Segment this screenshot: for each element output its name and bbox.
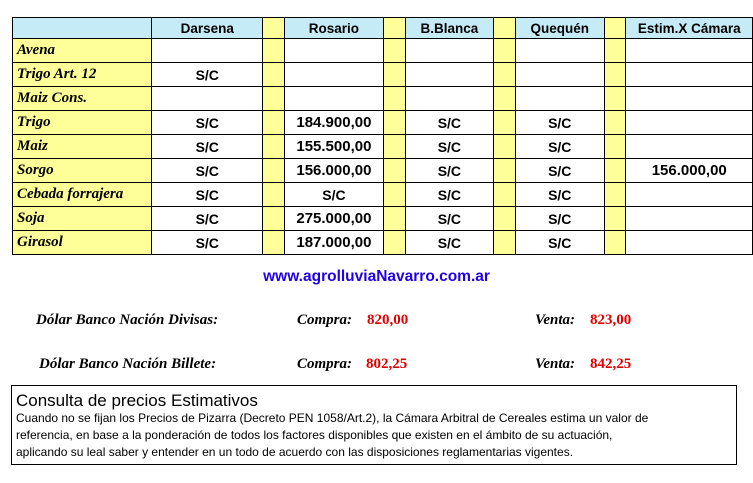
spacer-cell xyxy=(384,63,406,87)
quequen-cell: S/C xyxy=(515,231,604,255)
estim-cell xyxy=(626,207,753,231)
darsena-cell: S/C xyxy=(152,183,263,207)
darsena-cell: S/C xyxy=(152,159,263,183)
spacer-cell xyxy=(604,159,626,183)
estim-cell xyxy=(626,231,753,255)
table-row xyxy=(13,87,753,111)
spacer-cell xyxy=(494,159,516,183)
billete-label: Dólar Banco Nación Billete: xyxy=(39,356,217,372)
spacer-cell xyxy=(604,87,626,111)
quequen-cell xyxy=(515,39,604,63)
table-row xyxy=(13,231,753,255)
rosario-cell: 156.000,00 xyxy=(284,159,383,183)
info-title: Consulta de precios Estimativos xyxy=(16,391,258,410)
crop-label: Sorgo xyxy=(13,159,152,183)
estim-cell xyxy=(626,183,753,207)
quequen-cell: S/C xyxy=(515,207,604,231)
spacer-cell xyxy=(384,39,406,63)
spacer-cell xyxy=(494,63,516,87)
spacer-cell xyxy=(494,87,516,111)
bblanca-cell: S/C xyxy=(405,183,493,207)
billete-venta-label: Venta: xyxy=(535,356,576,372)
table-row xyxy=(13,207,753,231)
divisas-compra-value: 820,00 xyxy=(367,312,409,328)
estim-cell: 156.000,00 xyxy=(626,159,753,183)
quequen-cell xyxy=(515,63,604,87)
spacer-cell xyxy=(263,135,285,159)
spacer-cell xyxy=(494,135,516,159)
darsena-cell: S/C xyxy=(152,231,263,255)
spacer-cell xyxy=(263,63,285,87)
header-spacer xyxy=(604,18,626,39)
rosario-cell xyxy=(284,39,383,63)
estim-cell xyxy=(626,87,753,111)
header-row xyxy=(13,18,753,39)
header-darsena: Darsena xyxy=(152,18,263,39)
spacer-cell xyxy=(263,231,285,255)
crop-label: Trigo Art. 12 xyxy=(13,63,152,87)
bblanca-cell: S/C xyxy=(405,135,493,159)
spacer-cell xyxy=(494,111,516,135)
price-table xyxy=(12,17,753,255)
crop-label: Maiz Cons. xyxy=(13,87,152,111)
estim-cell xyxy=(626,111,753,135)
bblanca-cell xyxy=(405,39,493,63)
quequen-cell: S/C xyxy=(515,183,604,207)
crop-label: Cebada forrajera xyxy=(13,183,152,207)
spacer-cell xyxy=(263,183,285,207)
spacer-cell xyxy=(263,39,285,63)
rosario-cell xyxy=(284,63,383,87)
quequen-cell: S/C xyxy=(515,135,604,159)
spacer-cell xyxy=(263,111,285,135)
darsena-cell: S/C xyxy=(152,111,263,135)
rosario-cell: 155.500,00 xyxy=(284,135,383,159)
table-row xyxy=(13,183,753,207)
bblanca-cell xyxy=(405,63,493,87)
spacer-cell xyxy=(494,231,516,255)
spacer-cell xyxy=(494,39,516,63)
spacer-cell xyxy=(604,39,626,63)
estim-cell xyxy=(626,63,753,87)
bblanca-cell: S/C xyxy=(405,111,493,135)
darsena-cell xyxy=(152,39,263,63)
header-spacer xyxy=(263,18,285,39)
rosario-cell: 187.000,00 xyxy=(284,231,383,255)
spacer-cell xyxy=(384,135,406,159)
spacer-cell xyxy=(604,135,626,159)
spacer-cell xyxy=(263,159,285,183)
darsena-cell: S/C xyxy=(152,63,263,87)
header-rosario: Rosario xyxy=(284,18,383,39)
spacer-cell xyxy=(494,207,516,231)
spacer-cell xyxy=(384,207,406,231)
spacer-cell xyxy=(604,183,626,207)
spacer-cell xyxy=(263,87,285,111)
crop-label: Trigo xyxy=(13,111,152,135)
spacer-cell xyxy=(384,111,406,135)
header-quequen: Quequén xyxy=(515,18,604,39)
divisas-label: Dólar Banco Nación Divisas: xyxy=(36,312,219,328)
website-link[interactable]: www.agrolluviaNavarro.com.ar xyxy=(263,268,490,285)
rosario-cell xyxy=(284,87,383,111)
spacer-cell xyxy=(604,111,626,135)
billete-compra-label: Compra: xyxy=(297,356,353,372)
bblanca-cell xyxy=(405,87,493,111)
darsena-cell xyxy=(152,87,263,111)
info-line: Cuando no se fijan los Precios de Pizarra (Decreto PEN 1058/Art.2), la Cámara Arbitral de Cereales estima un valor de xyxy=(16,411,649,425)
spacer-cell xyxy=(384,159,406,183)
header-spacer xyxy=(494,18,516,39)
table-row xyxy=(13,39,753,63)
divisas-venta-label: Venta: xyxy=(535,312,576,328)
bblanca-cell: S/C xyxy=(405,207,493,231)
estim-cell xyxy=(626,135,753,159)
info-line: aplicando su leal saber y entender en un todo de acuerdo con las disposiciones reglamentarias vigentes. xyxy=(16,445,574,459)
spacer-cell xyxy=(604,207,626,231)
rosario-cell: S/C xyxy=(284,183,383,207)
crop-label: Soja xyxy=(13,207,152,231)
darsena-cell: S/C xyxy=(152,135,263,159)
billete-compra-value: 802,25 xyxy=(366,356,408,372)
header-bblanca: B.Blanca xyxy=(405,18,493,39)
spacer-cell xyxy=(494,183,516,207)
quequen-cell xyxy=(515,87,604,111)
bblanca-cell: S/C xyxy=(405,231,493,255)
crop-label: Girasol xyxy=(13,231,152,255)
billete-venta-value: 842,25 xyxy=(590,356,632,372)
rosario-cell: 184.900,00 xyxy=(284,111,383,135)
rosario-cell: 275.000,00 xyxy=(284,207,383,231)
spacer-cell xyxy=(384,183,406,207)
crop-label: Maiz xyxy=(13,135,152,159)
info-line: referencia, en base a la ponderación de todos los factores disponibles que existen en el ámbito de su actuación, xyxy=(16,428,613,442)
header-spacer xyxy=(384,18,406,39)
table-row xyxy=(13,63,753,87)
spacer-cell xyxy=(384,231,406,255)
header-estim: Estim.X Cámara xyxy=(626,18,753,39)
spacer-cell xyxy=(263,207,285,231)
table-row xyxy=(13,135,753,159)
table-row xyxy=(13,159,753,183)
quequen-cell: S/C xyxy=(515,159,604,183)
darsena-cell: S/C xyxy=(152,207,263,231)
quequen-cell: S/C xyxy=(515,111,604,135)
table-row xyxy=(13,111,753,135)
estim-cell xyxy=(626,39,753,63)
divisas-compra-label: Compra: xyxy=(297,312,353,328)
header-corner xyxy=(13,18,152,39)
spacer-cell xyxy=(384,87,406,111)
spacer-cell xyxy=(604,63,626,87)
divisas-venta-value: 823,00 xyxy=(590,312,632,328)
crop-label: Avena xyxy=(13,39,152,63)
bblanca-cell: S/C xyxy=(405,159,493,183)
spacer-cell xyxy=(604,231,626,255)
info-box xyxy=(11,385,737,465)
